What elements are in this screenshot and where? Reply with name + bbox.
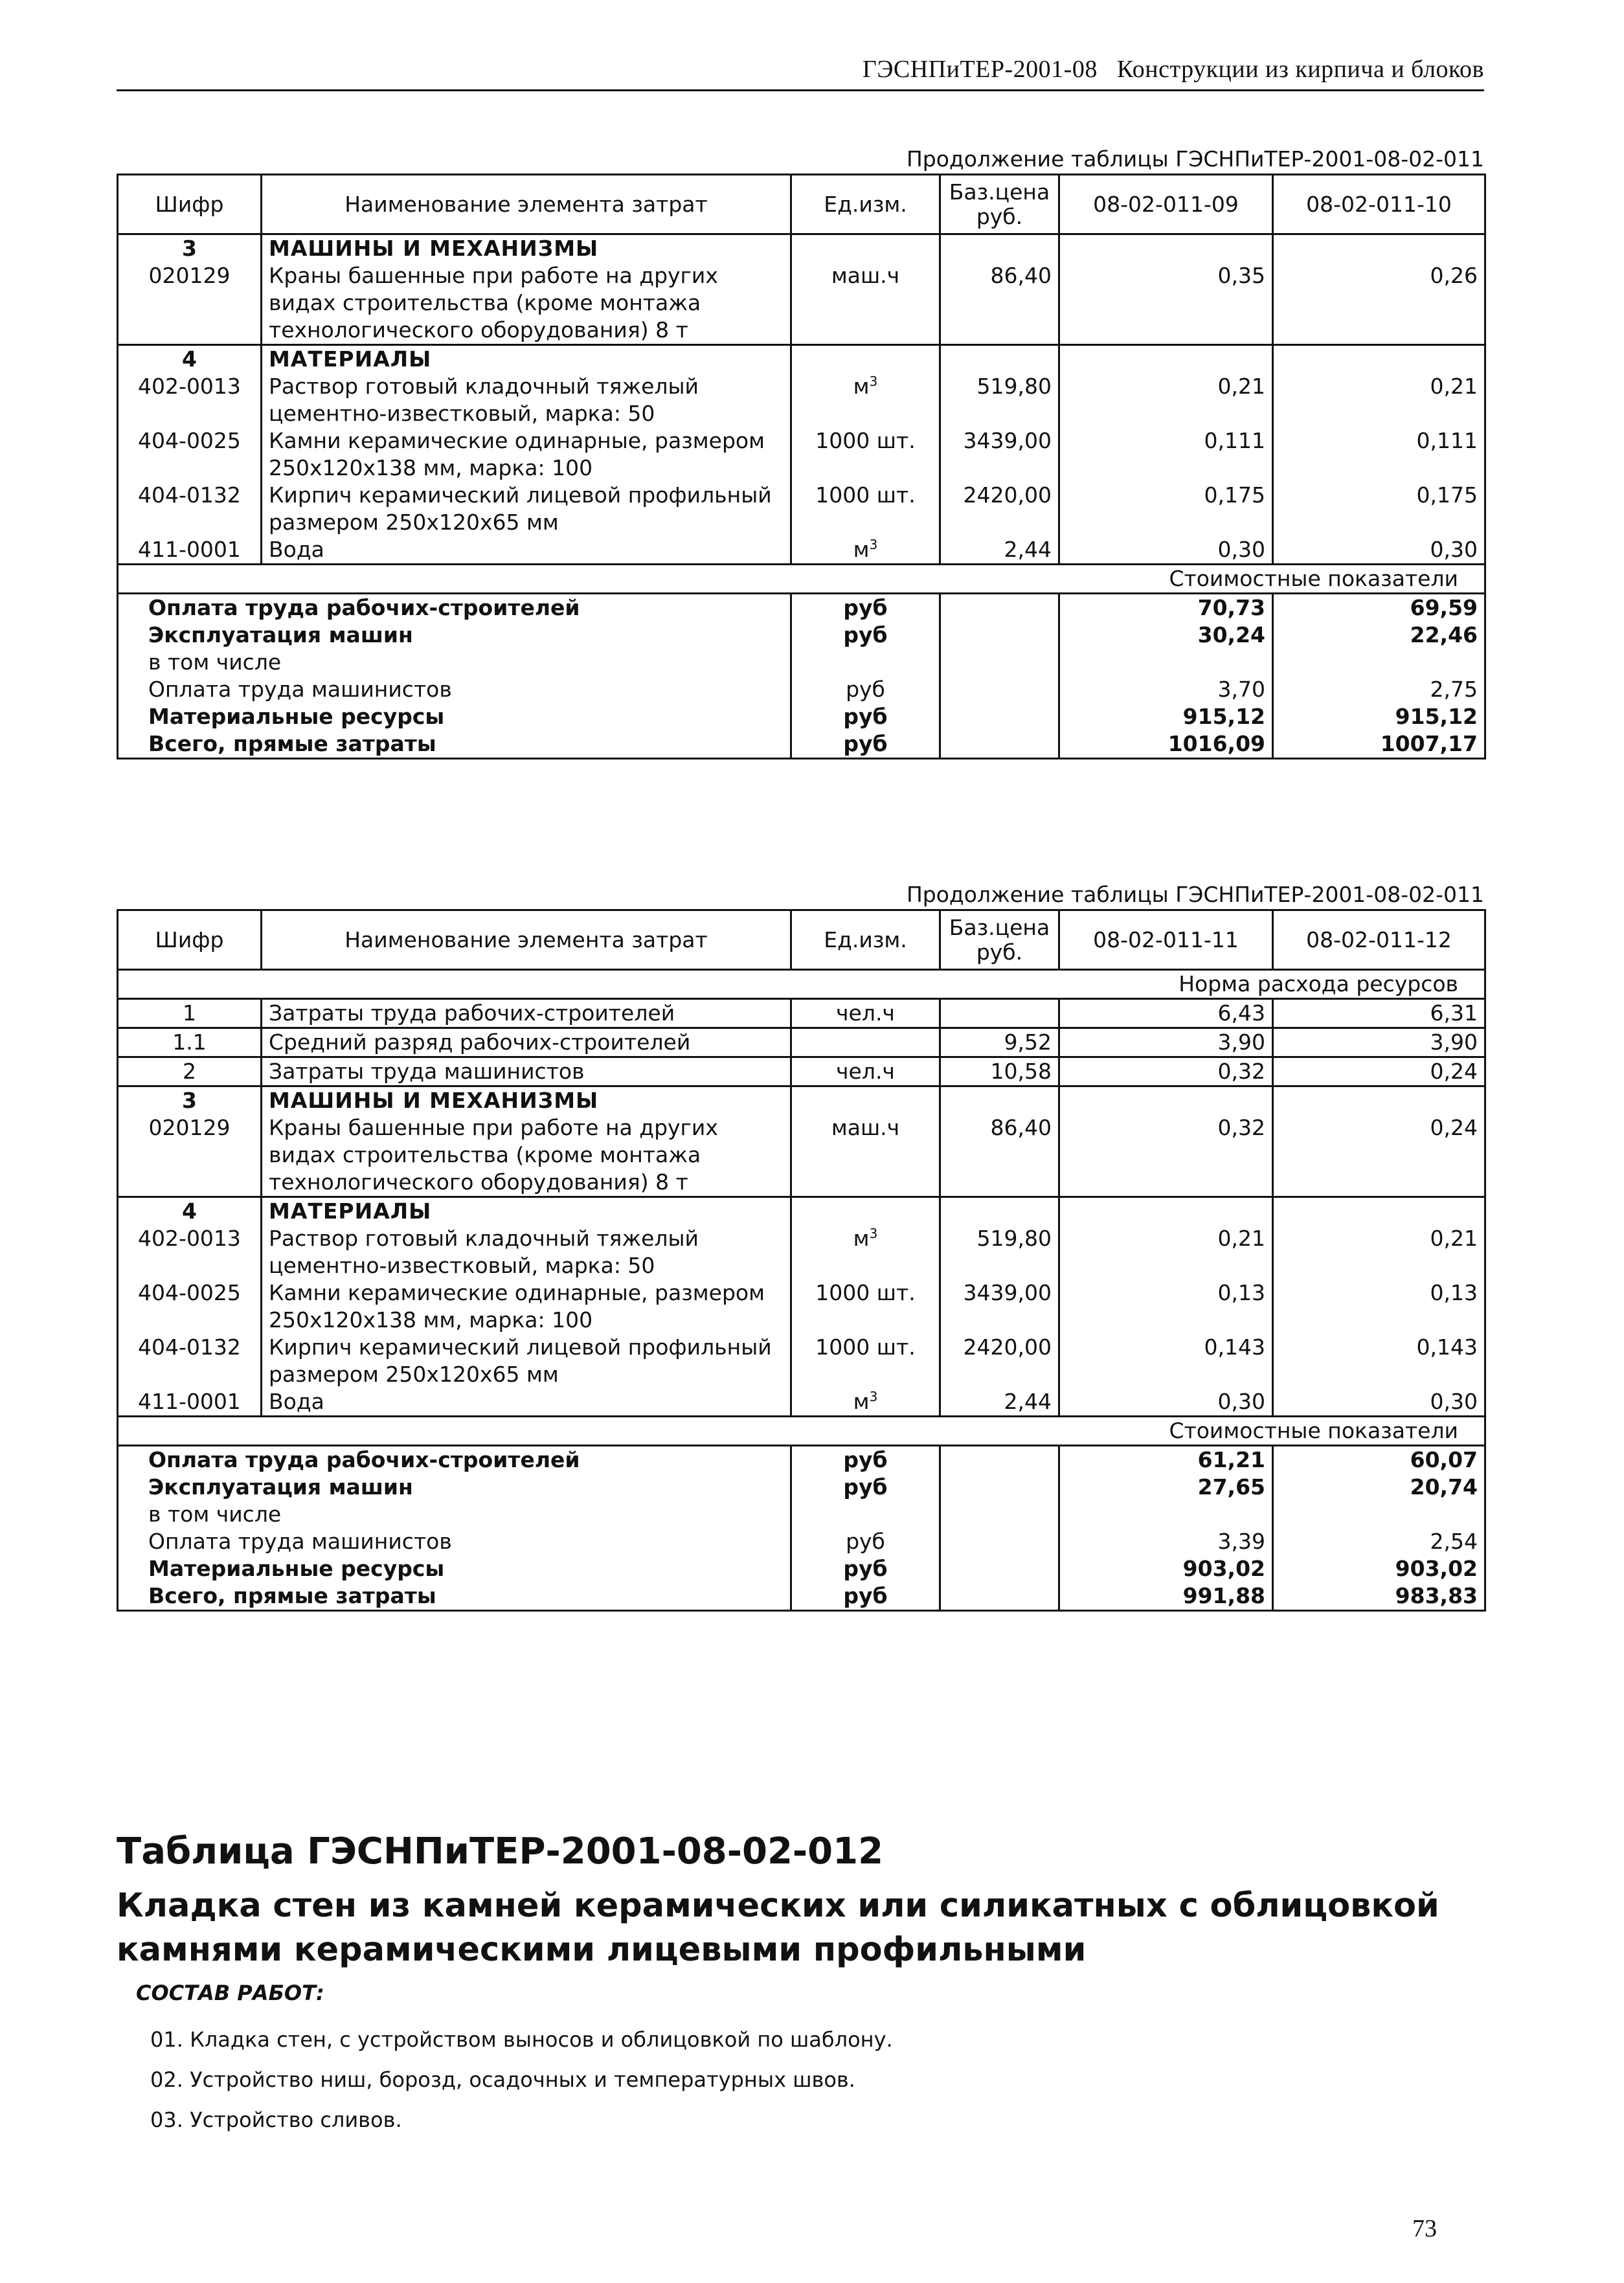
row-value-1: 6,43 <box>1059 999 1273 1028</box>
row-code: 3 <box>118 234 262 263</box>
row-code: 020129 <box>118 1114 262 1197</box>
row-name: Средний разряд рабочих-строителей <box>262 1028 791 1057</box>
cost-name: Оплата труда рабочих-строителей <box>148 1447 580 1472</box>
cost-band-row <box>118 1417 1485 1446</box>
unit-text: $м^3$ <box>853 537 878 562</box>
row-value-1: 0,32 <box>1059 1057 1273 1086</box>
cost-value-2: 20,74 <box>1410 1474 1478 1500</box>
cost-price-empty <box>940 622 1059 649</box>
cost-price-empty <box>940 730 1059 759</box>
row-code: 404-0025 <box>118 1279 262 1334</box>
row-value-1: 0,111 <box>1059 427 1273 482</box>
works-heading: СОСТАВ РАБОТ: <box>136 1981 324 2005</box>
row-name: МАШИНЫ И МЕХАНИЗМЫ <box>262 1086 791 1115</box>
row-unit <box>791 234 940 263</box>
row-unit <box>791 1086 940 1115</box>
row-price: 10,58 <box>940 1057 1059 1086</box>
cost-name: Материальные ресурсы <box>148 1556 445 1581</box>
resource-row <box>118 482 1485 536</box>
cost-value-2: 983,83 <box>1395 1583 1478 1608</box>
section-row <box>118 345 1485 374</box>
row-value-2: 0,143 <box>1416 1334 1478 1360</box>
cost-name: Оплата труда рабочих-строителей <box>148 595 580 620</box>
row-price <box>940 999 1059 1028</box>
col-header-norm-2: 08-02-011-10 <box>1273 175 1485 234</box>
resource-row <box>118 1225 1485 1279</box>
resource-row <box>118 1279 1485 1334</box>
row-price <box>940 345 1059 374</box>
resource-row <box>118 536 1485 565</box>
row-name: Краны башенные при работе на других видах строительства (кроме монтажа технологического оборудования) 8 т <box>262 1114 791 1197</box>
row-value-1 <box>1059 345 1273 374</box>
unit-text: $м^3$ <box>853 1389 878 1414</box>
cost-row <box>118 1582 1485 1611</box>
page-header <box>117 53 1484 91</box>
cost-unit: руб <box>791 1474 940 1501</box>
row-code: 1.1 <box>118 1028 262 1057</box>
row-unit: 1000 шт. <box>791 427 940 482</box>
row-value-2 <box>1273 1197 1485 1226</box>
cost-band: Стоимостные показатели <box>118 565 1485 594</box>
cost-row <box>118 622 1485 649</box>
section-row <box>118 234 1485 263</box>
work-item: 03. Устройство сливов. <box>150 2108 402 2132</box>
work-item: 01. Кладка стен, с устройством выносов и облицовкой по шаблону. <box>150 2027 893 2052</box>
cost-price-empty <box>940 649 1059 676</box>
row-code: 404-0132 <box>118 482 262 536</box>
unit-text: $м^3$ <box>853 374 878 399</box>
col-header-norm-1: 08-02-011-11 <box>1059 910 1273 970</box>
table-title: Таблица ГЭСНПиТЕР-2001-08-02-012 <box>117 1830 884 1873</box>
cost-row <box>118 730 1485 759</box>
cost-value-2 <box>1273 1501 1485 1528</box>
col-header-unit: Ед.изм. <box>791 175 940 234</box>
section-row <box>118 1197 1485 1226</box>
norms-table-2 <box>117 909 1486 1612</box>
cost-name: Эксплуатация машин <box>148 622 413 647</box>
cost-price-empty <box>940 1474 1059 1501</box>
row-name: Камни керамические одинарные, размером 250x120x138 мм, марка: 100 <box>262 427 791 482</box>
cost-row <box>118 594 1485 622</box>
row-name: Раствор готовый кладочный тяжелый цементно-известковый, марка: 50 <box>262 1225 791 1279</box>
cost-value-1: 70,73 <box>1059 594 1273 622</box>
cost-value-1: 3,70 <box>1059 676 1273 703</box>
resource-row <box>118 999 1485 1028</box>
row-value-1: 0,13 <box>1059 1279 1273 1334</box>
row-code: 020129 <box>118 262 262 345</box>
cost-unit: руб <box>791 622 940 649</box>
resource-row <box>118 1334 1485 1388</box>
cost-value-1: 27,65 <box>1059 1474 1273 1501</box>
cost-value-1: 61,21 <box>1059 1446 1273 1474</box>
row-value-1: 0,175 <box>1059 482 1273 536</box>
table1-continuation: Продолжение таблицы ГЭСНПиТЕР-2001-08-02-011 <box>906 146 1484 172</box>
row-unit: чел.ч <box>791 1057 940 1086</box>
cost-price-empty <box>940 1582 1059 1611</box>
row-name: Затраты труда машинистов <box>262 1057 791 1086</box>
cost-price-empty <box>940 1501 1059 1528</box>
page-number: 73 <box>1412 2215 1437 2242</box>
cost-value-2: 915,12 <box>1395 704 1478 729</box>
row-value-1 <box>1059 1086 1273 1115</box>
cost-value-2: 2,75 <box>1430 677 1478 702</box>
cost-name: Эксплуатация машин <box>148 1474 413 1500</box>
section-row <box>118 1086 1485 1115</box>
row-price: 86,40 <box>940 262 1059 345</box>
cost-name: Всего, прямые затраты <box>148 1583 436 1608</box>
row-code: 4 <box>118 1197 262 1226</box>
row-price: 2420,00 <box>940 482 1059 536</box>
cost-value-1 <box>1059 649 1273 676</box>
row-value-2: 0,21 <box>1430 1226 1478 1251</box>
row-unit <box>791 1388 940 1417</box>
row-unit <box>791 1225 940 1279</box>
cost-name: в том числе <box>148 1501 282 1527</box>
row-value-2 <box>1273 345 1485 374</box>
table-subtitle: Кладка стен из камней керамических или силикатных с облицовкой камнями керамическими лицевыми профильными <box>117 1887 1439 1969</box>
row-code: 402-0013 <box>118 373 262 427</box>
row-name: Краны башенные при работе на других видах строительства (кроме монтажа технологического оборудования) 8 т <box>262 262 791 345</box>
row-name: Кирпич керамический лицевой профильный размером 250x120x65 мм <box>262 482 791 536</box>
row-value-2: 0,21 <box>1430 374 1478 399</box>
cost-unit: руб <box>791 1528 940 1555</box>
cost-band-row <box>118 565 1485 594</box>
cost-unit: руб <box>791 676 940 703</box>
cost-unit <box>791 1501 940 1528</box>
row-unit <box>791 536 940 565</box>
row-unit: чел.ч <box>791 999 940 1028</box>
header-title: Конструкции из кирпича и блоков <box>1116 56 1484 83</box>
row-name: Затраты труда рабочих-строителей <box>262 999 791 1028</box>
row-name: Раствор готовый кладочный тяжелый цементно-известковый, марка: 50 <box>262 373 791 427</box>
resource-row <box>118 262 1485 345</box>
row-unit: маш.ч <box>791 262 940 345</box>
cost-price-empty <box>940 1528 1059 1555</box>
cost-value-2: 60,07 <box>1410 1447 1478 1472</box>
row-value-1: 0,21 <box>1059 373 1273 427</box>
row-value-1: 3,90 <box>1059 1028 1273 1057</box>
row-code: 402-0013 <box>118 1225 262 1279</box>
resource-row <box>118 1388 1485 1417</box>
row-price: 519,80 <box>940 1225 1059 1279</box>
row-value-1: 0,30 <box>1059 536 1273 565</box>
col-header-name: Наименование элемента затрат <box>262 175 791 234</box>
row-code: 1 <box>118 999 262 1028</box>
row-price: 3439,00 <box>940 1279 1059 1334</box>
col-header-norm-2: 08-02-011-12 <box>1273 910 1485 970</box>
row-price: 3439,00 <box>940 427 1059 482</box>
cost-row <box>118 1474 1485 1501</box>
cost-price-empty <box>940 703 1059 730</box>
cost-value-2: 69,59 <box>1410 595 1478 620</box>
cost-unit: руб <box>791 1446 940 1474</box>
row-name: МАШИНЫ И МЕХАНИЗМЫ <box>262 234 791 263</box>
cost-value-1 <box>1059 1501 1273 1528</box>
cost-row <box>118 1528 1485 1555</box>
row-unit: 1000 шт. <box>791 482 940 536</box>
cost-value-2: 1007,17 <box>1380 731 1478 756</box>
resource-row <box>118 373 1485 427</box>
cost-price-empty <box>940 1446 1059 1474</box>
row-value-1: 0,21 <box>1059 1225 1273 1279</box>
work-item: 02. Устройство ниш, борозд, осадочных и температурных швов. <box>150 2067 855 2092</box>
unit-text: $м^3$ <box>853 1226 878 1251</box>
resource-row <box>118 427 1485 482</box>
table2-continuation: Продолжение таблицы ГЭСНПиТЕР-2001-08-02-011 <box>906 882 1484 907</box>
col-header-name: Наименование элемента затрат <box>262 910 791 970</box>
cost-value-1: 903,02 <box>1059 1555 1273 1582</box>
row-price: 86,40 <box>940 1114 1059 1197</box>
row-name: МАТЕРИАЛЫ <box>262 1197 791 1226</box>
row-price <box>940 1086 1059 1115</box>
row-value-2: 0,13 <box>1430 1280 1478 1305</box>
cost-unit <box>791 649 940 676</box>
cost-value-1: 1016,09 <box>1059 730 1273 759</box>
cost-price-empty <box>940 676 1059 703</box>
row-unit <box>791 345 940 374</box>
row-value-1: 0,143 <box>1059 1334 1273 1388</box>
row-code: 404-0132 <box>118 1334 262 1388</box>
row-name: Кирпич керамический лицевой профильный размером 250x120x65 мм <box>262 1334 791 1388</box>
cost-name: Оплата труда машинистов <box>148 1529 452 1554</box>
cost-band: Стоимостные показатели <box>118 1417 1485 1446</box>
cost-unit: руб <box>791 1582 940 1611</box>
row-price: 519,80 <box>940 373 1059 427</box>
row-name: Вода <box>262 1388 791 1417</box>
row-value-1 <box>1059 1197 1273 1226</box>
col-header-price: Баз.цена руб. <box>940 175 1059 234</box>
cost-unit: руб <box>791 1555 940 1582</box>
row-value-2: 0,30 <box>1430 537 1478 562</box>
row-unit: маш.ч <box>791 1114 940 1197</box>
cost-row <box>118 1555 1485 1582</box>
col-header-code: Шифр <box>118 910 262 970</box>
resource-row <box>118 1114 1485 1197</box>
row-name: МАТЕРИАЛЫ <box>262 345 791 374</box>
cost-name: Материальные ресурсы <box>148 704 445 729</box>
row-value-2 <box>1273 1086 1485 1115</box>
row-price: 2420,00 <box>940 1334 1059 1388</box>
col-header-code: Шифр <box>118 175 262 234</box>
row-unit <box>791 1028 940 1057</box>
row-value-1: 0,32 <box>1059 1114 1273 1197</box>
col-header-norm-1: 08-02-011-09 <box>1059 175 1273 234</box>
cost-name: в том числе <box>148 649 282 675</box>
cost-unit: руб <box>791 730 940 759</box>
row-value-2: 0,24 <box>1430 1115 1478 1140</box>
row-name: Камни керамические одинарные, размером 250x120x138 мм, марка: 100 <box>262 1279 791 1334</box>
row-code: 411-0001 <box>118 536 262 565</box>
row-code: 404-0025 <box>118 427 262 482</box>
col-header-price: Баз.цена руб. <box>940 910 1059 970</box>
cost-value-1: 3,39 <box>1059 1528 1273 1555</box>
cost-row <box>118 676 1485 703</box>
norm-band: Норма расхода ресурсов <box>118 970 1485 999</box>
row-price <box>940 234 1059 263</box>
row-unit <box>791 1197 940 1226</box>
cost-name: Всего, прямые затраты <box>148 731 436 756</box>
resource-row <box>118 1028 1485 1057</box>
row-name: Вода <box>262 536 791 565</box>
cost-value-2: 2,54 <box>1430 1529 1478 1554</box>
cost-value-2: 22,46 <box>1410 622 1478 647</box>
cost-value-1: 30,24 <box>1059 622 1273 649</box>
row-price <box>940 1197 1059 1226</box>
row-code: 2 <box>118 1057 262 1086</box>
row-value-2: 0,24 <box>1273 1057 1485 1086</box>
row-value-1: 0,35 <box>1059 262 1273 345</box>
cost-unit: руб <box>791 594 940 622</box>
row-value-2: 0,30 <box>1430 1389 1478 1414</box>
cost-name: Оплата труда машинистов <box>148 677 452 702</box>
cost-row <box>118 1446 1485 1474</box>
cost-value-1: 915,12 <box>1059 703 1273 730</box>
cost-row <box>118 1501 1485 1528</box>
norms-table-1 <box>117 174 1486 759</box>
cost-value-1: 991,88 <box>1059 1582 1273 1611</box>
cost-value-2 <box>1273 649 1485 676</box>
cost-row <box>118 649 1485 676</box>
works-list <box>150 2027 893 2147</box>
row-value-2: 0,111 <box>1416 428 1478 453</box>
row-unit: 1000 шт. <box>791 1334 940 1388</box>
row-price: 9,52 <box>940 1028 1059 1057</box>
row-value-2: 6,31 <box>1273 999 1485 1028</box>
col-header-unit: Ед.изм. <box>791 910 940 970</box>
row-value-2: 0,175 <box>1416 482 1478 508</box>
row-value-1 <box>1059 234 1273 263</box>
row-code: 3 <box>118 1086 262 1115</box>
row-code: 4 <box>118 345 262 374</box>
row-value-2 <box>1273 234 1485 263</box>
cost-price-empty <box>940 594 1059 622</box>
cost-unit: руб <box>791 703 940 730</box>
row-price: 2,44 <box>940 536 1059 565</box>
header-code: ГЭСНПиТЕР-2001-08 <box>862 56 1098 83</box>
row-value-1: 0,30 <box>1059 1388 1273 1417</box>
row-unit: 1000 шт. <box>791 1279 940 1334</box>
cost-row <box>118 703 1485 730</box>
row-value-2: 3,90 <box>1273 1028 1485 1057</box>
row-price: 2,44 <box>940 1388 1059 1417</box>
row-value-2: 0,26 <box>1430 263 1478 288</box>
cost-value-2: 903,02 <box>1395 1556 1478 1581</box>
row-unit <box>791 373 940 427</box>
row-code: 411-0001 <box>118 1388 262 1417</box>
cost-price-empty <box>940 1555 1059 1582</box>
resource-row <box>118 1057 1485 1086</box>
